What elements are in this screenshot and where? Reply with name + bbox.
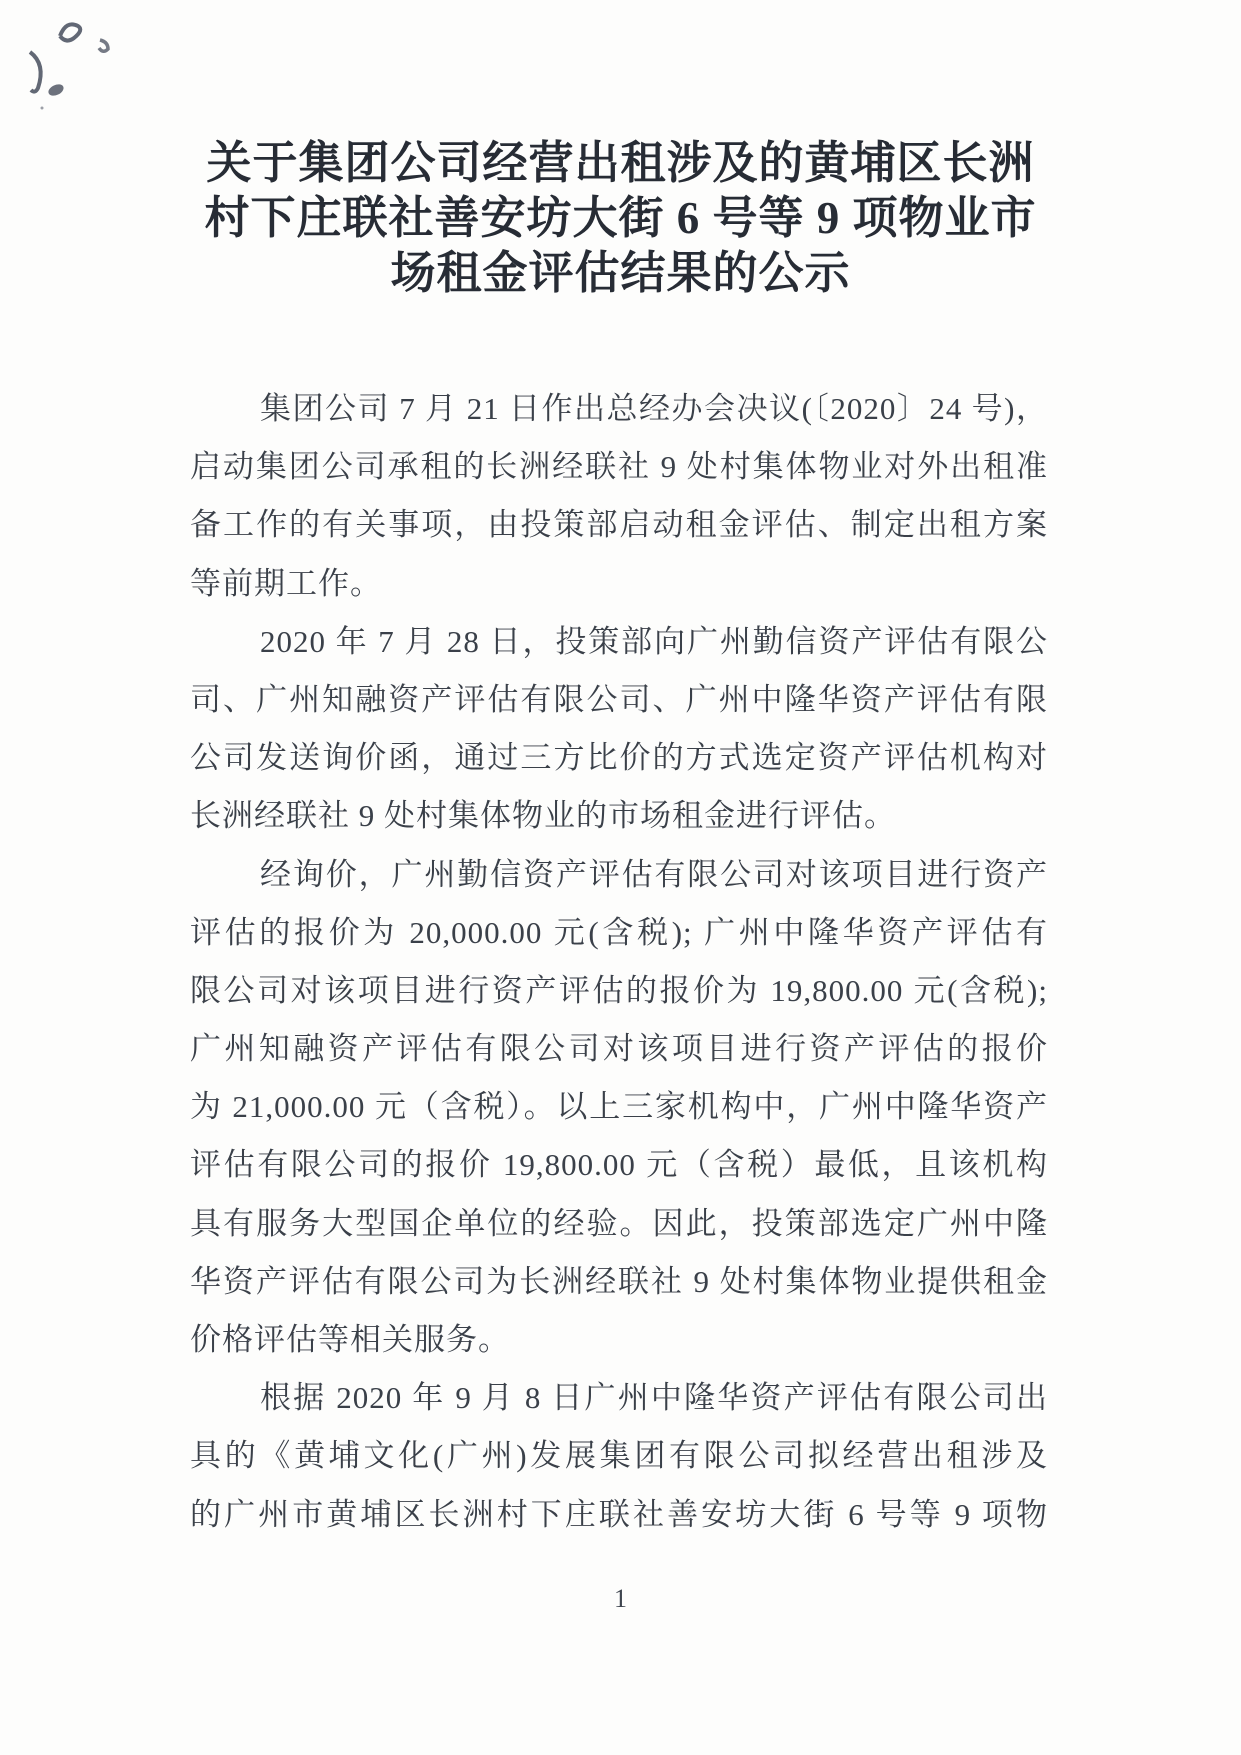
- body-line: 限公司对该项目进行资产评估的报价为 19,800.00 元(含税);: [190, 972, 1048, 1008]
- body-line: 具有服务大型国企单位的经验。因此，投策部选定广州中隆: [190, 1205, 1048, 1241]
- paragraph: [190, 380, 1048, 613]
- body-line: 的广州市黄埔区长洲村下庄联社善安坊大街 6 号等 9 项物: [190, 1496, 1048, 1532]
- body-line: 具的《黄埔文化(广州)发展集团有限公司拟经营出租涉及: [190, 1438, 1048, 1474]
- paragraph: [190, 846, 1048, 1370]
- body-line: 长洲经联社 9 处村集体物业的市场租金进行评估。: [190, 798, 896, 834]
- body-line: 价格评估等相关服务。: [190, 1322, 510, 1357]
- document-title-line: 村下庄联社善安坊大街 6 号等 9 项物业市: [204, 193, 1037, 243]
- body-line: 广州知融资产评估有限公司对该项目进行资产评估的报价: [190, 1031, 1048, 1067]
- body-line: 评估有限公司的报价 19,800.00 元（含税）最低，且该机构: [190, 1147, 1048, 1183]
- body-line: 备工作的有关事项，由投策部启动租金评估、制定出租方案: [190, 507, 1048, 543]
- page-number: 1: [614, 1584, 627, 1613]
- body-line: 2020 年 7 月 28 日，投策部向广州勤信资产评估有限公: [260, 623, 1048, 659]
- body-line: 经询价，广州勤信资产评估有限公司对该项目进行资产: [260, 856, 1048, 892]
- body-line: 根据 2020 年 9 月 8 日广州中隆华资产评估有限公司出: [260, 1380, 1048, 1416]
- document-title-line: 关于集团公司经营出租涉及的黄埔区长洲: [206, 138, 1035, 188]
- document-body: [190, 380, 1048, 1544]
- body-line: 公司发送询价函，通过三方比价的方式选定资产评估机构对: [190, 740, 1048, 776]
- paragraph: [190, 613, 1048, 846]
- ink-smudge-marks: [8, 8, 148, 118]
- body-line: 为 21,000.00 元（含税）。以上三家机构中，广州中隆华资产: [190, 1089, 1048, 1125]
- body-line: 启动集团公司承租的长洲经联社 9 处村集体物业对外出租准: [190, 449, 1048, 485]
- body-line: 司、广州知融资产评估有限公司、广州中隆华资产评估有限: [190, 681, 1048, 717]
- body-line: 集团公司 7 月 21 日作出总经办会决议(〔2020〕24 号)，: [260, 391, 1048, 426]
- body-line: 华资产评估有限公司为长洲经联社 9 处村集体物业提供租金: [190, 1263, 1048, 1299]
- document-title-line: 场租金评估结果的公示: [390, 248, 851, 298]
- paragraph: [190, 1369, 1048, 1544]
- document-title: [0, 136, 1241, 301]
- body-line: 评估的报价为 20,000.00 元(含税); 广州中隆华资产评估有: [190, 914, 1048, 950]
- body-line: 等前期工作。: [190, 565, 382, 601]
